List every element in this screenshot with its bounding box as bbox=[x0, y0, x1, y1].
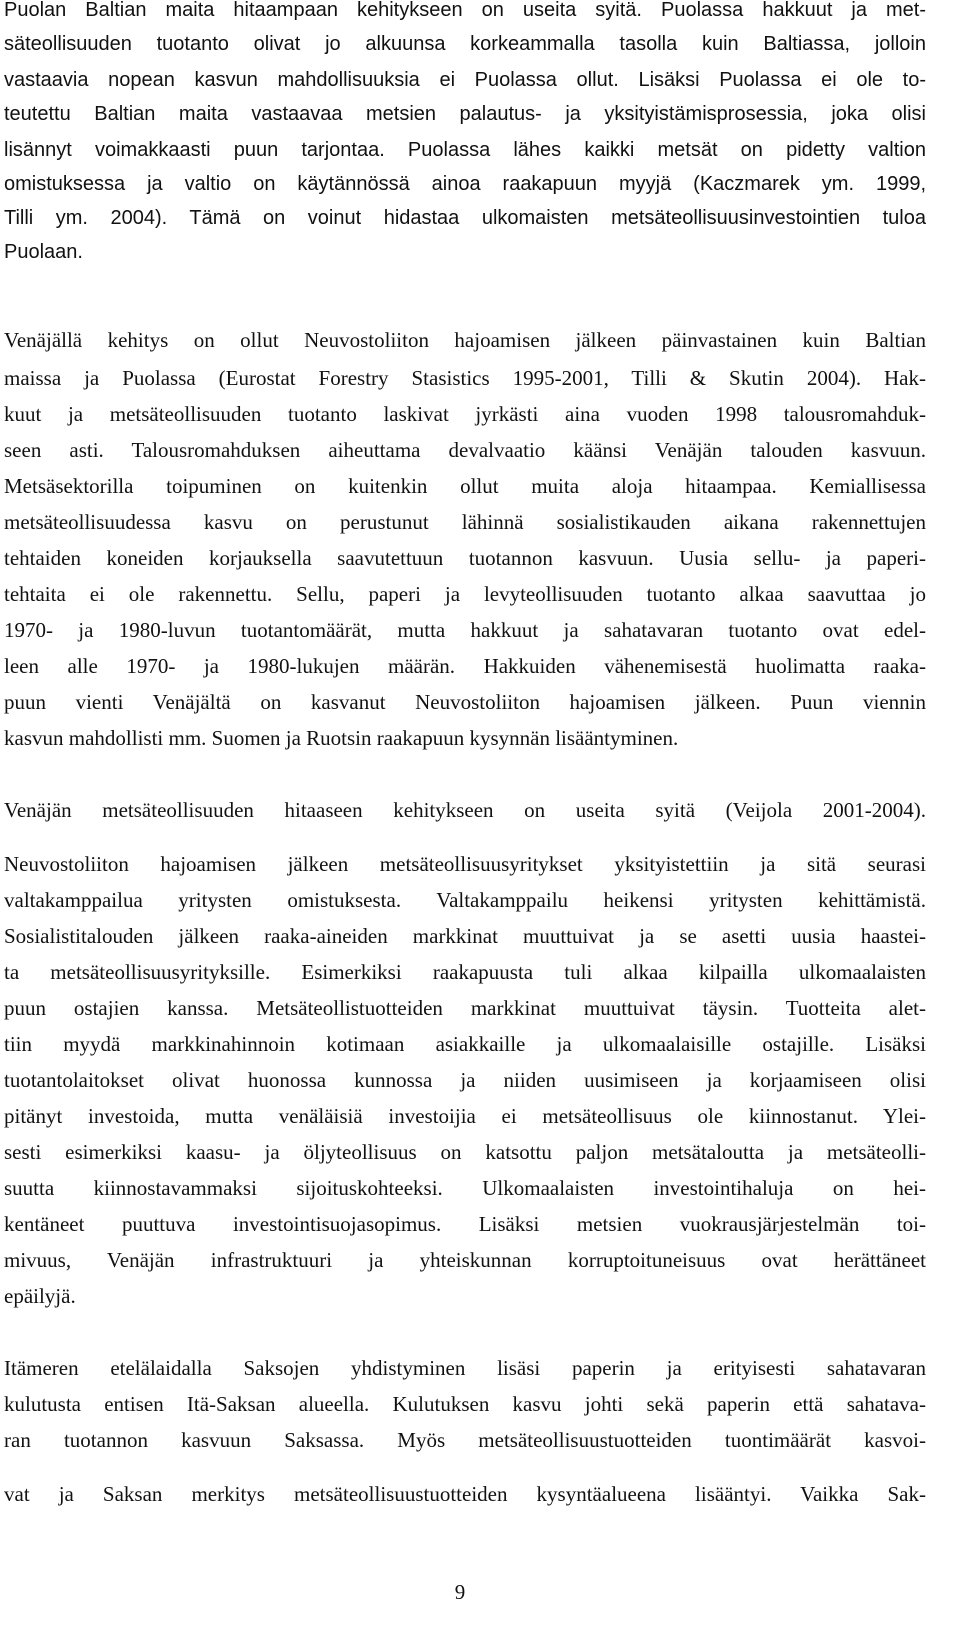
paragraph-3-line: mivuus, Venäjän infrastruktuuri ja yhteiskunnan korruptoituneisuus ovat herättäneet bbox=[4, 1248, 926, 1272]
paragraph-3-line: suutta kiinnostavammaksi sijoituskohteeksi. Ulkomaalaisten investointihaluja on hei- bbox=[4, 1176, 926, 1200]
paragraph-3-line: Venäjän metsäteollisuuden hitaaseen kehitykseen on useita syitä (Veijola 2001-2004). bbox=[4, 798, 926, 822]
paragraph-1-line: Puolan Baltian maita hitaampaan kehitykseen on useita syitä. Puolassa hakkuut ja met- bbox=[4, 0, 926, 21]
paragraph-2-line: tehtaita ei ole rakennettu. Sellu, paperi ja levyteollisuuden tuotanto alkaa saavuttaa jo bbox=[4, 582, 926, 606]
paragraph-1-line: omistuksessa ja valtio on käytännössä ainoa raakapuun myyjä (Kaczmarek ym. 1999, bbox=[4, 173, 926, 195]
paragraph-2-line: puun vienti Venäjältä on kasvanut Neuvostoliiton hajoamisen jälkeen. Puun viennin bbox=[4, 690, 926, 714]
paragraph-4-line: kulutusta entisen Itä-Saksan alueella. Kulutuksen kasvu johti sekä paperin että sahatava- bbox=[4, 1392, 926, 1416]
paragraph-2-line: tehtaiden koneiden korjauksella saavutettuun tuotannon kasvuun. Uusia sellu- ja paperi- bbox=[4, 546, 926, 570]
page-number: 9 bbox=[454, 1580, 466, 1604]
paragraph-2-line: seen asti. Talousromahduksen aiheuttama devalvaatio käänsi Venäjän talouden kasvuun. bbox=[4, 438, 926, 462]
paragraph-2-line: kasvun mahdollisti mm. Suomen ja Ruotsin raakapuun kysynnän lisääntyminen. bbox=[4, 726, 679, 750]
paragraph-1-line: Tilli ym. 2004). Tämä on voinut hidastaa ulkomaisten metsäteollisuusinvestointien tuloa bbox=[4, 207, 926, 229]
paragraph-3-line: valtakamppailua yritysten omistuksesta. Valtakamppailu heikensi yritysten kehittämistä. bbox=[4, 888, 926, 912]
paragraph-2-line: 1970- ja 1980-luvun tuotantomäärät, mutta hakkuut ja sahatavaran tuotanto ovat edel- bbox=[4, 618, 926, 642]
paragraph-2-line: maissa ja Puolassa (Eurostat Forestry Stasistics 1995-2001, Tilli & Skutin 2004). Hak- bbox=[4, 366, 926, 390]
paragraph-3-line: sesti esimerkiksi kaasu- ja öljyteollisuus on katsottu paljon metsätaloutta ja metsäteolli- bbox=[4, 1140, 926, 1164]
paragraph-3-line: Neuvostoliiton hajoamisen jälkeen metsäteollisuusyritykset yksityistettiin ja sitä seurasi bbox=[4, 852, 926, 876]
paragraph-4-line: ran tuotannon kasvuun Saksassa. Myös metsäteollisuustuotteiden tuontimäärät kasvoi- bbox=[4, 1428, 926, 1452]
paragraph-3-line: tiin myydä markkinahinnoin kotimaan asiakkaille ja ulkomaalaisille ostajille. Lisäksi bbox=[4, 1032, 926, 1056]
paragraph-3-line: tuotantolaitokset olivat huonossa kunnossa ja niiden uusimiseen ja korjaamiseen olisi bbox=[4, 1068, 926, 1092]
paragraph-3-line: epäilyjä. bbox=[4, 1284, 76, 1308]
paragraph-3-line: puun ostajien kanssa. Metsäteollistuotteiden markkinat muuttuivat täysin. Tuotteita alet- bbox=[4, 996, 926, 1020]
paragraph-1-line: säteollisuuden tuotanto olivat jo alkuunsa korkeammalla tasolla kuin Baltiassa, jolloin bbox=[4, 33, 926, 55]
paragraph-4-line: vat ja Saksan merkitys metsäteollisuustuotteiden kysyntäalueena lisääntyi. Vaikka Sak- bbox=[4, 1482, 926, 1506]
paragraph-3-line: kentäneet puuttuva investointisuojasopimus. Lisäksi metsien vuokrausjärjestelmän toi- bbox=[4, 1212, 926, 1236]
paragraph-2-line: metsäteollisuudessa kasvu on perustunut lähinnä sosialistikauden aikana rakennettujen bbox=[4, 510, 926, 534]
paragraph-2-line: Venäjällä kehitys on ollut Neuvostoliiton hajoamisen jälkeen päinvastainen kuin Baltian bbox=[4, 328, 926, 352]
paragraph-1-line: teutettu Baltian maita vastaavaa metsien palautus- ja yksityistämisprosessia, joka olisi bbox=[4, 103, 926, 125]
paragraph-3-line: ta metsäteollisuusyrityksille. Esimerkiksi raakapuusta tuli alkaa kilpailla ulkomaalaisten bbox=[4, 960, 926, 984]
paragraph-4-line: Itämeren etelälaidalla Saksojen yhdistyminen lisäsi paperin ja erityisesti sahatavaran bbox=[4, 1356, 926, 1380]
paragraph-1-line: Puolaan. bbox=[4, 241, 83, 263]
paragraph-3-line: pitänyt investoida, mutta venäläisiä investoijia ei metsäteollisuus ole kiinnostanut. Ylei- bbox=[4, 1104, 926, 1128]
paragraph-1-line: vastaavia nopean kasvun mahdollisuuksia ei Puolassa ollut. Lisäksi Puolassa ei ole to- bbox=[4, 69, 926, 91]
paragraph-1-line: lisännyt voimakkaasti puun tarjontaa. Puolassa lähes kaikki metsät on pidetty valtion bbox=[4, 139, 926, 161]
paragraph-2-line: kuut ja metsäteollisuuden tuotanto laskivat jyrkästi aina vuoden 1998 talousromahduk- bbox=[4, 402, 926, 426]
paragraph-2-line: Metsäsektorilla toipuminen on kuitenkin ollut muita aloja hitaampaa. Kemiallisessa bbox=[4, 474, 926, 498]
paragraph-2-line: leen alle 1970- ja 1980-lukujen määrän. Hakkuiden vähenemisestä huolimatta raaka- bbox=[4, 654, 926, 678]
paragraph-3-line: Sosialistitalouden jälkeen raaka-aineiden markkinat muuttuivat ja se asetti uusia haastei- bbox=[4, 924, 926, 948]
